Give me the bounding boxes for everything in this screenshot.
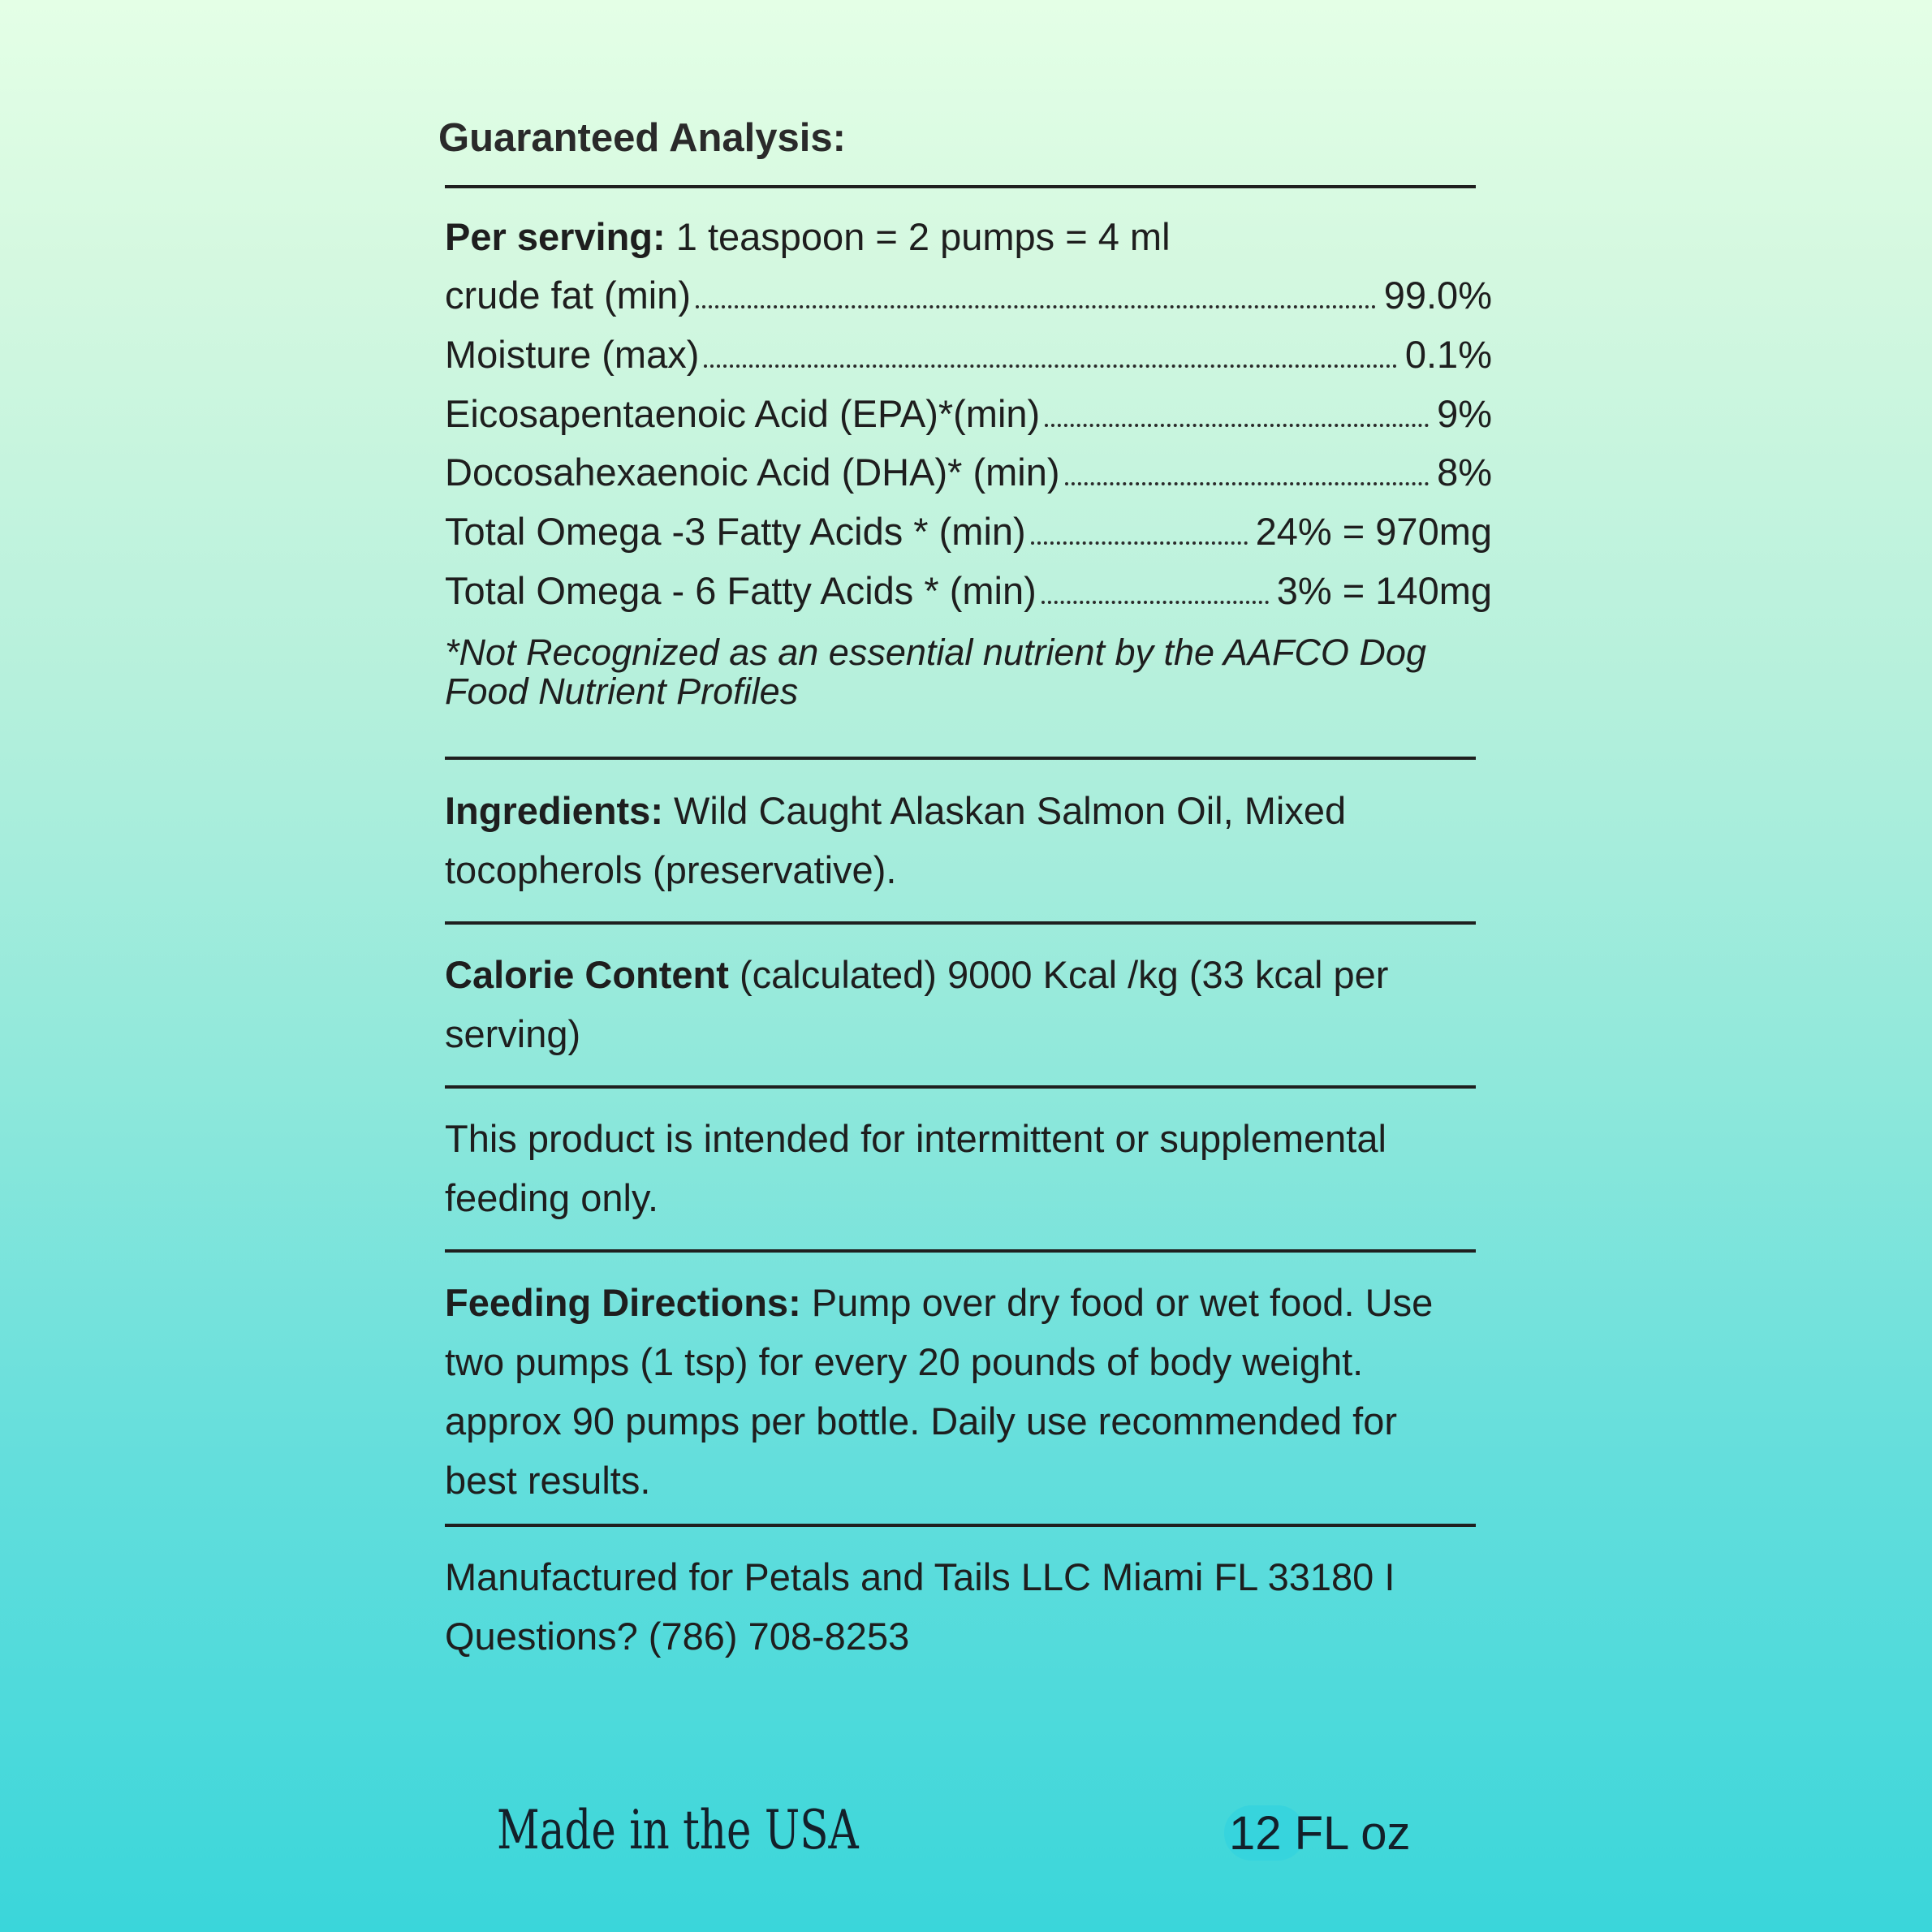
analysis-row-crude-fat xyxy=(445,271,1492,320)
divider xyxy=(445,1524,1476,1527)
calorie-label: Calorie Content xyxy=(445,953,729,996)
feeding-text: Pump over dry food or wet food. Use two pumps (1 tsp) for every 20 pounds of body weight. approx 90 pumps per bottle. Daily use recommended for best results. xyxy=(445,1281,1434,1502)
volume-text: 12 FL oz xyxy=(1229,1806,1411,1860)
analysis-value: 99.0% xyxy=(1383,274,1492,317)
feeding-section xyxy=(445,1273,1476,1510)
analysis-label: Total Omega - 6 Fatty Acids * (min) xyxy=(445,569,1037,612)
aafco-footnote: *Not Recognized as an essential nutrient by the AAFCO Dog Food Nutrient Profiles xyxy=(445,632,1426,712)
analysis-label: Eicosapentaenoic Acid (EPA)*(min) xyxy=(445,392,1041,435)
ingredients-label: Ingredients: xyxy=(445,789,663,832)
analysis-value: 24% = 970mg xyxy=(1255,510,1492,553)
analysis-row-omega-6 xyxy=(445,567,1492,615)
analysis-row-dha xyxy=(445,448,1492,497)
intended-use-text: This product is intended for intermittent or supplemental feeding only. xyxy=(445,1117,1386,1219)
dot-leader xyxy=(1065,481,1430,485)
dot-leader xyxy=(1031,541,1248,545)
analysis-row-moisture xyxy=(445,330,1492,379)
feeding-label: Feeding Directions: xyxy=(445,1281,801,1324)
analysis-label: Moisture (max) xyxy=(445,333,700,376)
analysis-value: 0.1% xyxy=(1404,333,1492,376)
dot-leader xyxy=(704,364,1396,368)
analysis-row-epa xyxy=(445,390,1492,438)
divider xyxy=(445,757,1476,760)
page-title: Guaranteed Analysis: xyxy=(438,116,846,160)
analysis-value: 3% = 140mg xyxy=(1276,569,1492,612)
ingredients-section xyxy=(445,781,1476,899)
analysis-label: Total Omega -3 Fatty Acids * (min) xyxy=(445,510,1026,553)
analysis-value: 8% xyxy=(1437,451,1492,494)
analysis-row-omega-3 xyxy=(445,507,1492,556)
serving-label: Per serving: xyxy=(445,215,666,258)
volume-badge xyxy=(1229,1800,1411,1865)
divider xyxy=(445,185,1476,188)
serving-text: 1 teaspoon = 2 pumps = 4 ml xyxy=(665,215,1171,258)
dot-leader xyxy=(1041,600,1269,604)
made-in-usa: Made in the USA xyxy=(497,1799,859,1861)
ingredients-text: Wild Caught Alaskan Salmon Oil, Mixed tocopherols (preservative). xyxy=(445,789,1347,891)
analysis-value: 9% xyxy=(1437,392,1492,435)
divider xyxy=(445,1249,1476,1253)
analysis-label: crude fat (min) xyxy=(445,274,691,317)
divider xyxy=(445,1085,1476,1089)
analysis-label: Docosahexaenoic Acid (DHA)* (min) xyxy=(445,451,1060,494)
divider xyxy=(445,921,1476,925)
dot-leader xyxy=(1045,423,1429,427)
serving-line xyxy=(445,213,1492,261)
manufacturer-text: Manufactured for Petals and Tails LLC Miami FL 33180 I Questions? (786) 708-8253 xyxy=(445,1555,1395,1658)
dot-leader xyxy=(696,304,1376,308)
calorie-section xyxy=(445,945,1476,1063)
calorie-text: (calculated) 9000 Kcal /kg (33 kcal per serving) xyxy=(445,953,1389,1055)
